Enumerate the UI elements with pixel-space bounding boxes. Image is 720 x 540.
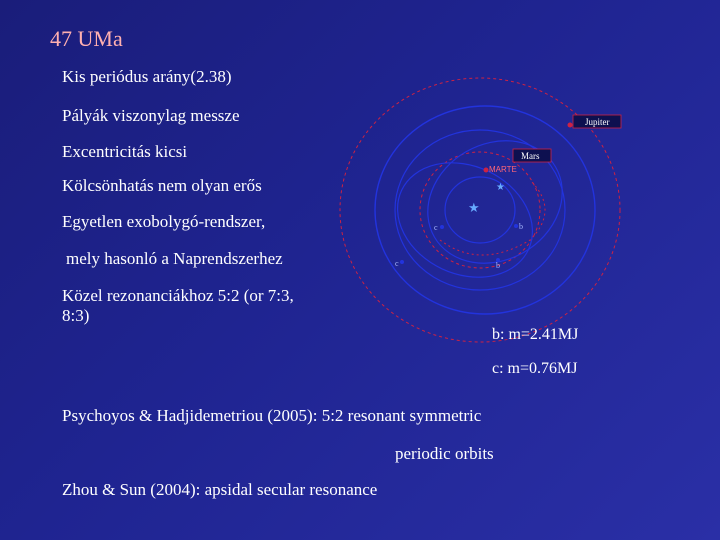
outer-blue-orbit <box>375 106 595 314</box>
planet-c-outer-dot <box>400 260 404 264</box>
mass-c: c: m=0.76MJ <box>492 360 578 377</box>
bullet-similar-solar: mely hasonló a Naprendszerhez <box>66 249 283 268</box>
orbit-diagram <box>330 70 720 360</box>
mars-label: Mars <box>521 151 540 161</box>
reference-psychoyos: Psychoyos & Hadjidemetriou (2005): 5:2 resonant symmetric <box>62 406 482 425</box>
inner-red-orbit <box>420 152 540 268</box>
planet-label-b-inner: b <box>519 222 523 231</box>
mass-b: b: m=2.41MJ <box>492 326 579 343</box>
bullet-period-ratio: Kis periódus arány(2.38) <box>62 67 232 86</box>
planet-label-c-outer: c <box>395 259 399 268</box>
bullet-eccentricity: Excentricitás kicsi <box>62 142 188 161</box>
marte-label: MARTE <box>489 165 517 174</box>
planet-b-inner-dot <box>514 224 518 228</box>
bullet-resonance-cont: 8:3) <box>62 306 90 325</box>
tilted-blue-orbit-b <box>379 141 552 298</box>
bullet-interaction: Kölcsönhatás nem olyan erős <box>62 176 262 195</box>
central-star-icon: ★ <box>468 200 480 215</box>
small-star-icon: ★ <box>496 182 505 193</box>
jupiter-label: Jupiter <box>585 117 610 127</box>
marte-dot <box>484 168 489 173</box>
bullet-single-system: Egyetlen exobolygó-rendszer, <box>62 212 266 231</box>
planet-label-c-inner: c <box>434 223 438 232</box>
reference-psychoyos-cont: periodic orbits <box>395 444 494 463</box>
red-track <box>440 180 545 255</box>
slide-title: 47 UMa <box>50 26 123 51</box>
planet-label-b-outer: b <box>496 261 500 270</box>
bullet-orbits-far: Pályák viszonylag messze <box>62 106 240 125</box>
bullet-resonance: Közel rezonanciákhoz 5:2 (or 7:3, <box>62 286 294 305</box>
reference-zhou-sun: Zhou & Sun (2004): apsidal secular resonance <box>62 480 378 499</box>
planet-c-inner-dot <box>440 225 444 229</box>
tilted-blue-orbit-a <box>405 117 584 287</box>
jupiter-dot <box>568 123 573 128</box>
